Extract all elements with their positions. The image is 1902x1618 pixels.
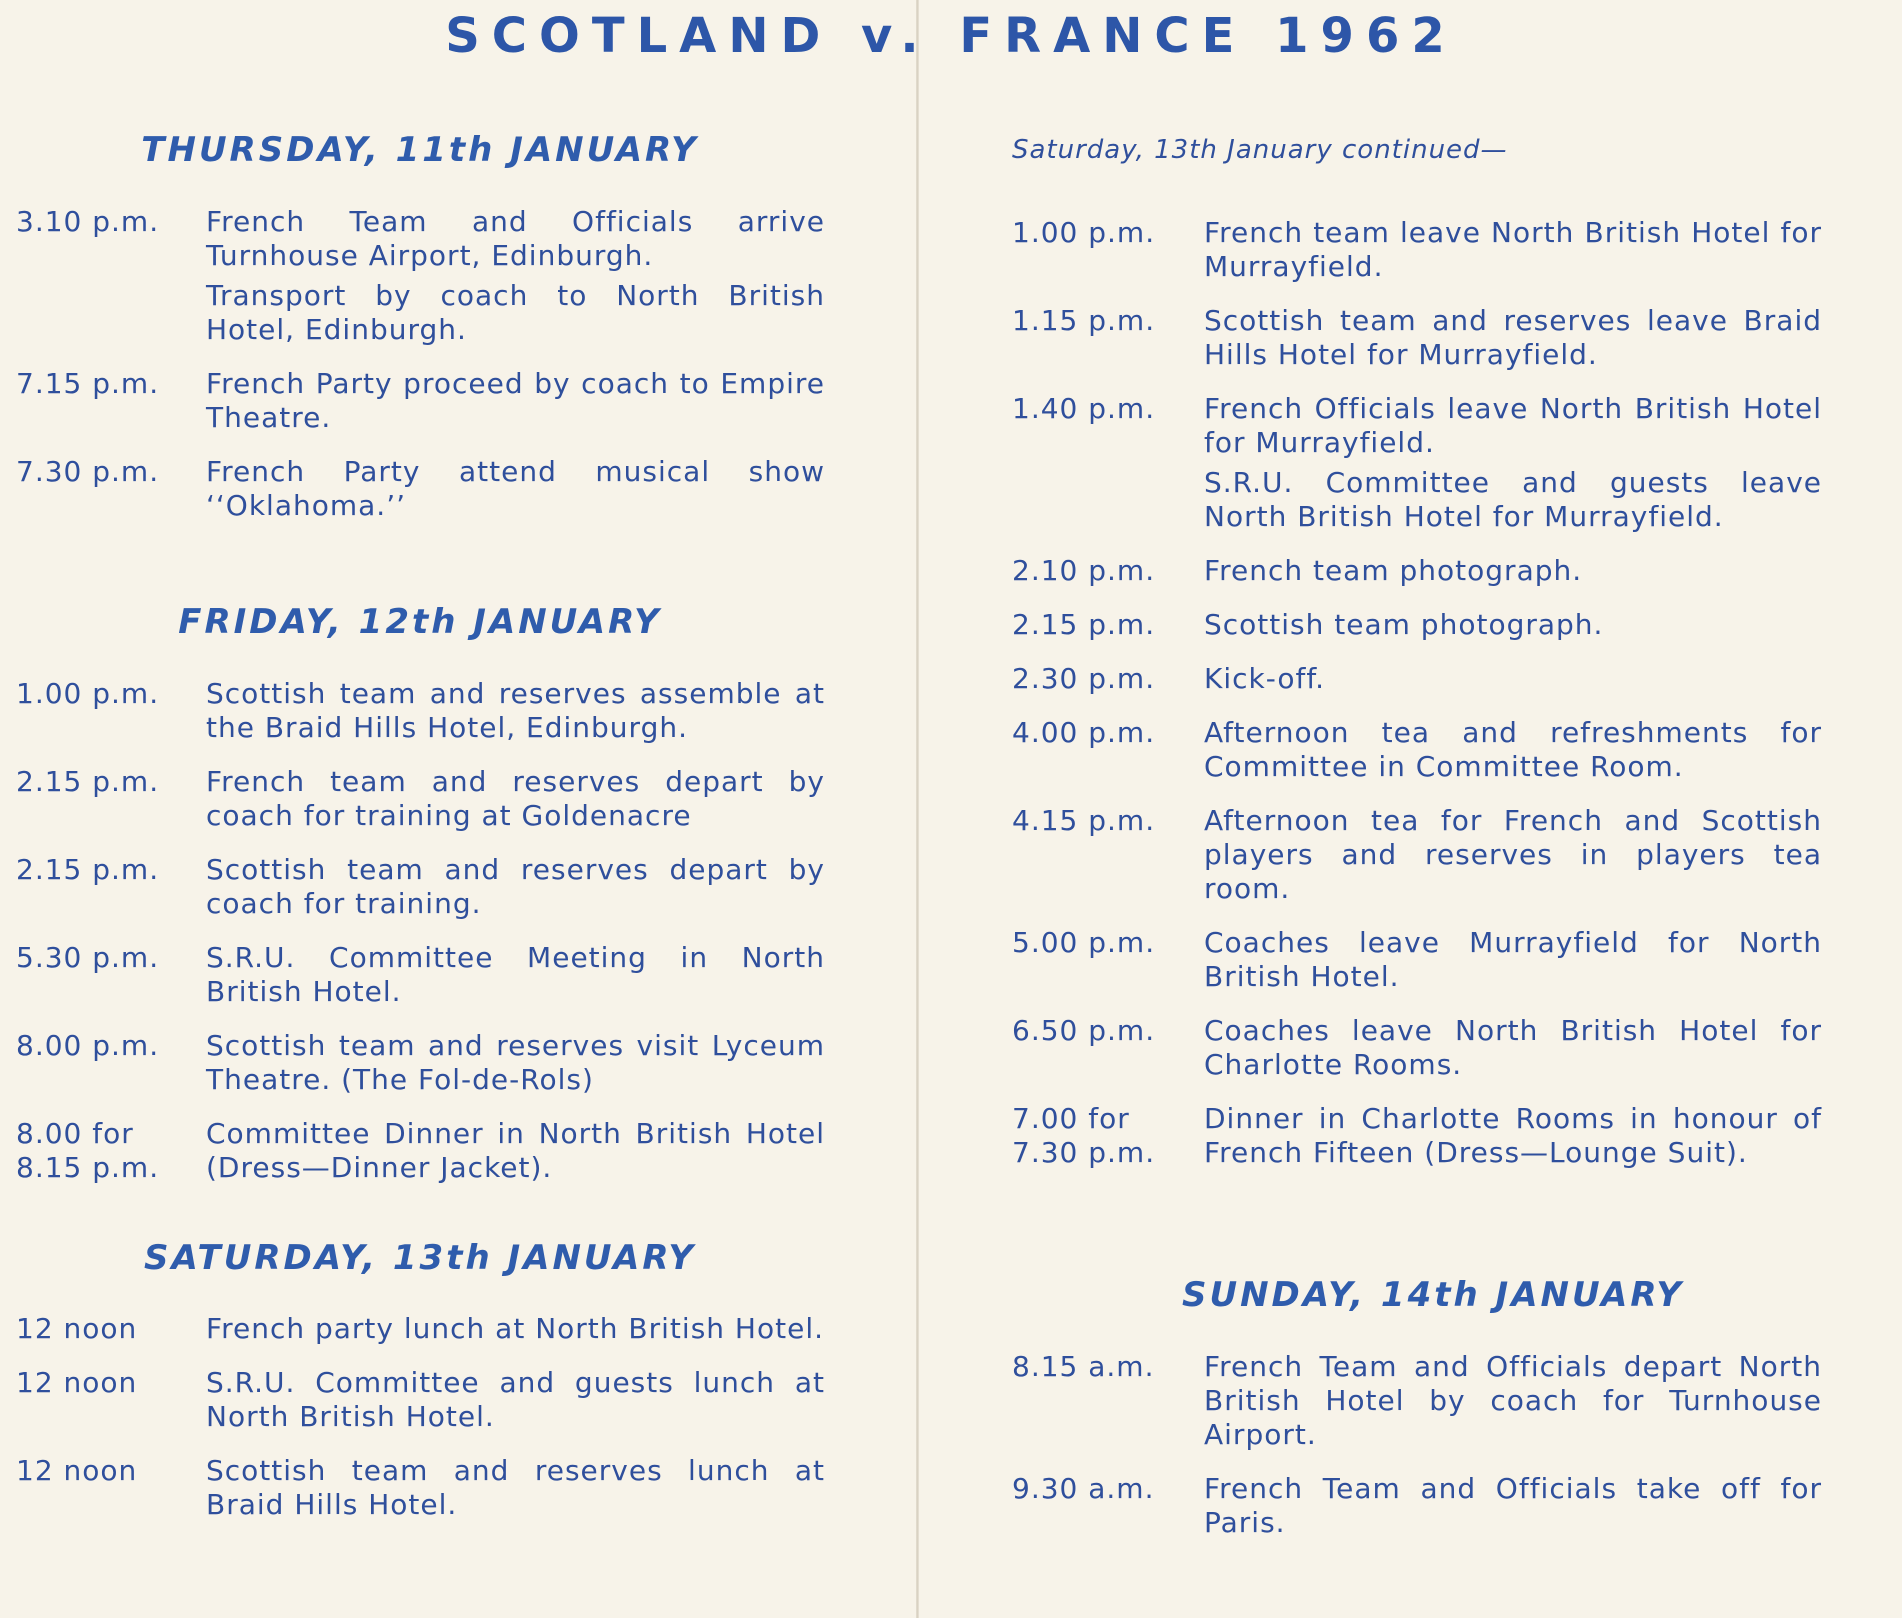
event-time: 4.15 p.m.: [1012, 804, 1156, 837]
schedule-entry: [1012, 1350, 1822, 1452]
schedule-entry: [1012, 216, 1822, 284]
schedule-entry: [1012, 662, 1822, 696]
event-description: [206, 1117, 825, 1185]
event-time: 1.40 p.m.: [1012, 392, 1156, 425]
event-description: [1204, 716, 1822, 784]
event-text: Coaches leave North British Hotel for Charlotte Rooms.: [1204, 1014, 1822, 1081]
event-time: 1.00 p.m.: [16, 677, 160, 710]
event-text: French team photograph.: [1204, 554, 1583, 587]
event-text: French Party proceed by coach to Empire Theatre.: [206, 367, 825, 434]
event-time: 12 noon: [16, 1366, 138, 1399]
event-text: Scottish team and reserves visit Lyceum Theatre. (The Fol-de-Rols): [206, 1029, 825, 1096]
event-time: 2.15 p.m.: [16, 765, 160, 798]
event-text: Kick-off.: [1204, 662, 1326, 695]
day-heading-friday: FRIDAY, 12th JANUARY: [178, 602, 662, 642]
event-description: [1204, 1472, 1822, 1540]
event-time: 4.00 p.m.: [1012, 716, 1156, 749]
event-text: French team leave North British Hotel for Murrayfield.: [1204, 216, 1822, 283]
event-description: [206, 1312, 825, 1346]
event-description: [206, 1366, 825, 1434]
event-description: [206, 765, 825, 833]
event-time: 12 noon: [16, 1312, 138, 1345]
event-description: [206, 941, 825, 1009]
event-time: 12 noon: [16, 1454, 138, 1487]
event-description: [1204, 926, 1822, 994]
schedule-entry: [0, 941, 825, 1009]
event-description: [206, 677, 825, 745]
event-text: Coaches leave Murrayfield for North British Hotel.: [1204, 926, 1822, 993]
schedule-entry: [0, 677, 825, 745]
schedule-entry: [0, 455, 825, 523]
document-title: SCOTLAND v. FRANCE 1962: [445, 8, 1457, 64]
event-description: [206, 853, 825, 921]
schedule-entry: [1012, 1472, 1822, 1540]
day-heading-thursday: THURSDAY, 11th JANUARY: [141, 130, 699, 170]
event-text: French party lunch at North British Hotel.: [206, 1312, 824, 1345]
event-time: 5.00 p.m.: [1012, 926, 1156, 959]
schedule-entry: [0, 205, 825, 347]
event-time: 8.15 a.m.: [1012, 1350, 1155, 1383]
event-description: [206, 367, 825, 435]
schedule-list: [1012, 216, 1822, 1190]
event-time: 8.00 p.m.: [16, 1029, 160, 1062]
event-time: 1.00 p.m.: [1012, 216, 1156, 249]
event-description: [206, 1029, 825, 1097]
continued-heading: Saturday, 13th January continued—: [1012, 135, 1508, 165]
event-description: [1204, 608, 1822, 642]
event-description: [1204, 392, 1822, 534]
event-text: French Team and Officials depart North British Hotel by coach for Turnhouse Airport.: [1204, 1350, 1822, 1451]
event-description: [1204, 1350, 1822, 1452]
schedule-entry: [0, 1029, 825, 1097]
event-time: 2.30 p.m.: [1012, 662, 1156, 695]
event-time: 9.30 a.m.: [1012, 1472, 1155, 1505]
event-text: Afternoon tea and refreshments for Committee in Committee Room.: [1204, 716, 1822, 783]
event-text: Scottish team and reserves depart by coach for training.: [206, 853, 825, 920]
event-description: [206, 455, 825, 523]
schedule-entry: [0, 853, 825, 921]
event-text: Scottish team and reserves leave Braid Hills Hotel for Murrayfield.: [1204, 304, 1822, 371]
schedule-entry: [1012, 804, 1822, 906]
schedule-entry: [0, 1366, 825, 1434]
schedule-entry: [0, 1117, 825, 1185]
event-time: 2.10 p.m.: [1012, 554, 1156, 587]
schedule-entry: [0, 1312, 825, 1346]
event-time: 6.50 p.m.: [1012, 1014, 1156, 1047]
event-text: French Officials leave North British Hotel for Murrayfield.: [1204, 392, 1822, 459]
page-fold: [916, 0, 919, 1618]
schedule-list: [0, 1312, 825, 1542]
day-heading-saturday: SATURDAY, 13th JANUARY: [143, 1238, 696, 1278]
event-text: Committee Dinner in North British Hotel (Dress—Dinner Jacket).: [206, 1117, 825, 1184]
event-description: [1204, 216, 1822, 284]
event-description: [206, 1454, 825, 1522]
schedule-entry: [1012, 926, 1822, 994]
event-text: Scottish team and reserves assemble at the Braid Hills Hotel, Edinburgh.: [206, 677, 825, 744]
event-time: 1.15 p.m.: [1012, 304, 1156, 337]
schedule-list: [0, 677, 825, 1205]
event-text: S.R.U. Committee and guests lunch at North British Hotel.: [206, 1366, 825, 1433]
event-description: [1204, 304, 1822, 372]
event-text: French Party attend musical show ‘‘Oklahoma.’’: [206, 455, 825, 522]
event-time: 7.15 p.m.: [16, 367, 160, 400]
event-time: 8.00 for 8.15 p.m.: [16, 1117, 160, 1184]
schedule-entry: [0, 367, 825, 435]
event-description: [1204, 1014, 1822, 1082]
event-text: Scottish team photograph.: [1204, 608, 1604, 641]
event-text: French Team and Officials arrive Turnhouse Airport, Edinburgh.: [206, 205, 825, 272]
event-description: [206, 205, 825, 347]
event-text: S.R.U. Committee Meeting in North British Hotel.: [206, 941, 825, 1008]
schedule-entry: [1012, 1102, 1822, 1170]
event-time: 2.15 p.m.: [1012, 608, 1156, 641]
event-text: Dinner in Charlotte Rooms in honour of French Fifteen (Dress—Lounge Suit).: [1204, 1102, 1822, 1169]
event-text: Transport by coach to North British Hotel, Edinburgh.: [206, 279, 825, 346]
schedule-entry: [1012, 1014, 1822, 1082]
event-text: Scottish team and reserves lunch at Braid Hills Hotel.: [206, 1454, 825, 1521]
event-text: Afternoon tea for French and Scottish players and reserves in players tea room.: [1204, 804, 1822, 905]
event-description: [1204, 1102, 1822, 1170]
schedule-list: [1012, 1350, 1822, 1560]
event-time: 2.15 p.m.: [16, 853, 160, 886]
event-text: French team and reserves depart by coach for training at Goldenacre: [206, 765, 825, 832]
event-description: [1204, 554, 1822, 588]
event-text: S.R.U. Committee and guests leave North British Hotel for Murrayfield.: [1204, 466, 1822, 533]
event-time: 3.10 p.m.: [16, 205, 160, 238]
schedule-entry: [0, 765, 825, 833]
schedule-entry: [0, 1454, 825, 1522]
schedule-entry: [1012, 554, 1822, 588]
schedule-entry: [1012, 716, 1822, 784]
schedule-list: [0, 205, 825, 543]
schedule-entry: [1012, 304, 1822, 372]
schedule-entry: [1012, 608, 1822, 642]
event-description: [1204, 804, 1822, 906]
event-time: 7.30 p.m.: [16, 455, 160, 488]
event-time: 7.00 for 7.30 p.m.: [1012, 1102, 1156, 1169]
event-description: [1204, 662, 1822, 696]
event-time: 5.30 p.m.: [16, 941, 160, 974]
event-text: French Team and Officials take off for Paris.: [1204, 1472, 1822, 1539]
day-heading-sunday: SUNDAY, 14th JANUARY: [1182, 1275, 1685, 1315]
schedule-entry: [1012, 392, 1822, 534]
